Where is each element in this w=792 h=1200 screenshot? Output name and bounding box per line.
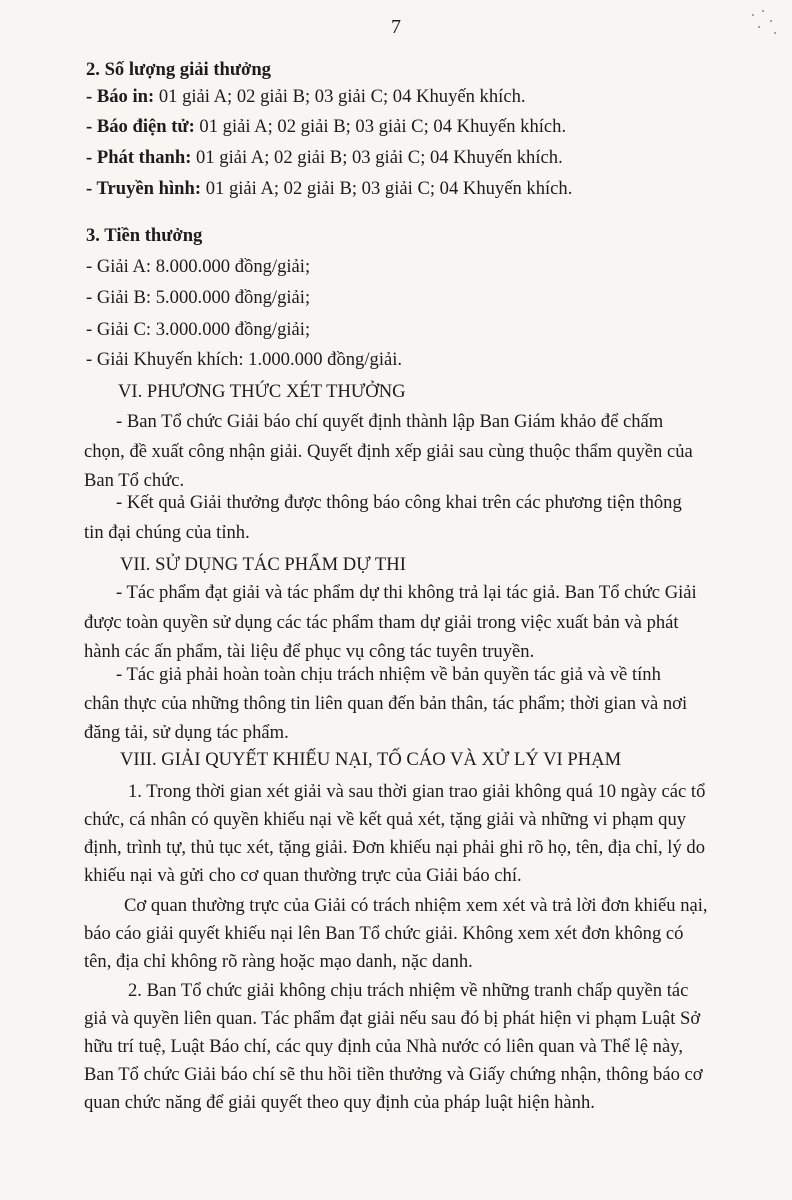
paragraph-line: - Kết quả Giải thưởng được thông báo công khai trên các phương tiện thông <box>116 492 682 513</box>
paragraph-line: giả và quyền liên quan. Tác phẩm đạt giải nếu sau đó bị phát hiện vi phạm Luật Sở <box>84 1008 701 1029</box>
award-count-radio <box>86 146 563 170</box>
item-label: - Phát thanh: <box>86 147 192 168</box>
item-text: 01 giải A; 02 giải B; 03 giải C; 04 Khuyến khích. <box>191 147 563 168</box>
award-count-print <box>86 85 526 109</box>
paragraph-line: Ban Tổ chức. <box>84 470 185 491</box>
item-label: - Truyền hình: <box>86 178 202 199</box>
paragraph-line: báo cáo giải quyết khiếu nại lên Ban Tổ chức giải. Không xem xét đơn không có <box>84 923 684 944</box>
section-7-heading: VII. SỬ DỤNG TÁC PHẨM DỰ THI <box>120 554 406 575</box>
paragraph-line: chức, cá nhân có quyền khiếu nại về kết quả xét, tặng giải và những vi phạm quy <box>84 809 687 830</box>
paragraph-line: quan chức năng để giải quyết theo quy định của pháp luật hiện hành. <box>84 1092 595 1113</box>
paragraph-line: đăng tải, sử dụng tác phẩm. <box>84 722 289 743</box>
page-number: 7 <box>391 16 401 38</box>
award-count-online <box>86 115 566 139</box>
paragraph-line: tin đại chúng của tỉnh. <box>84 522 250 543</box>
section-6-heading: VI. PHƯƠNG THỨC XÉT THƯỞNG <box>118 381 406 402</box>
prize-encouragement: - Giải Khuyến khích: 1.000.000 đồng/giải. <box>86 349 403 370</box>
section-3-heading: 3. Tiền thưởng <box>86 225 203 246</box>
paragraph-line: Ban Tổ chức Giải báo chí sẽ thu hồi tiền thưởng và Giấy chứng nhận, thông báo cơ <box>84 1064 703 1085</box>
prize-a: - Giải A: 8.000.000 đồng/giải; <box>86 256 311 277</box>
item-text: 01 giải A; 02 giải B; 03 giải C; 04 Khuyến khích. <box>194 116 567 137</box>
paragraph-line: - Tác phẩm đạt giải và tác phẩm dự thi không trả lại tác giả. Ban Tổ chức Giải <box>116 582 697 603</box>
prize-b: - Giải B: 5.000.000 đồng/giải; <box>86 287 311 308</box>
paragraph-line: - Ban Tổ chức Giải báo chí quyết định thành lập Ban Giám khảo để chấm <box>116 411 664 432</box>
paragraph-line: chân thực của những thông tin liên quan đến bản thân, tác phẩm; thời gian và nơi <box>84 693 688 714</box>
item-text: 01 giải A; 02 giải B; 03 giải C; 04 Khuyến khích. <box>154 86 526 107</box>
item-label: - Báo điện tử: <box>86 116 195 137</box>
item-text: 01 giải A; 02 giải B; 03 giải C; 04 Khuyến khích. <box>201 178 573 199</box>
paragraph-line: 1. Trong thời gian xét giải và sau thời gian trao giải không quá 10 ngày các tổ <box>128 781 706 802</box>
paragraph-line: - Tác giả phải hoàn toàn chịu trách nhiệm về bản quyền tác giả và về tính <box>116 664 661 685</box>
paragraph-line: được toàn quyền sử dụng các tác phẩm tham dự giải trong việc xuất bản và phát <box>84 612 679 633</box>
paragraph-line: Cơ quan thường trực của Giải có trách nhiệm xem xét và trả lời đơn khiếu nại, <box>124 895 708 916</box>
section-8-heading: VIII. GIẢI QUYẾT KHIẾU NẠI, TỐ CÁO VÀ XỬ LÝ VI PHẠM <box>120 749 622 770</box>
paragraph-line: định, trình tự, thủ tục xét, tặng giải. Đơn khiếu nại phải ghi rõ họ, tên, địa chỉ, lý do <box>84 837 706 858</box>
prize-c: - Giải C: 3.000.000 đồng/giải; <box>86 319 311 340</box>
paragraph-line: tên, địa chỉ không rõ ràng hoặc mạo danh, nặc danh. <box>84 951 473 972</box>
section-2-heading: 2. Số lượng giải thưởng <box>86 59 271 80</box>
award-count-tv <box>86 177 572 201</box>
paragraph-line: khiếu nại và gửi cho cơ quan thường trực của Giải báo chí. <box>84 865 522 886</box>
paragraph-line: hành các ấn phẩm, tài liệu để phục vụ công tác tuyên truyền. <box>84 641 535 662</box>
paragraph-line: 2. Ban Tổ chức giải không chịu trách nhiệm về những tranh chấp quyền tác <box>128 980 689 1001</box>
item-label: - Báo in: <box>86 86 155 107</box>
paragraph-line: hữu trí tuệ, Luật Báo chí, các quy định của Nhà nước có liên quan và Thể lệ này, <box>84 1036 683 1057</box>
paragraph-line: chọn, đề xuất công nhận giải. Quyết định xếp giải sau cùng thuộc thẩm quyền của <box>84 441 693 462</box>
